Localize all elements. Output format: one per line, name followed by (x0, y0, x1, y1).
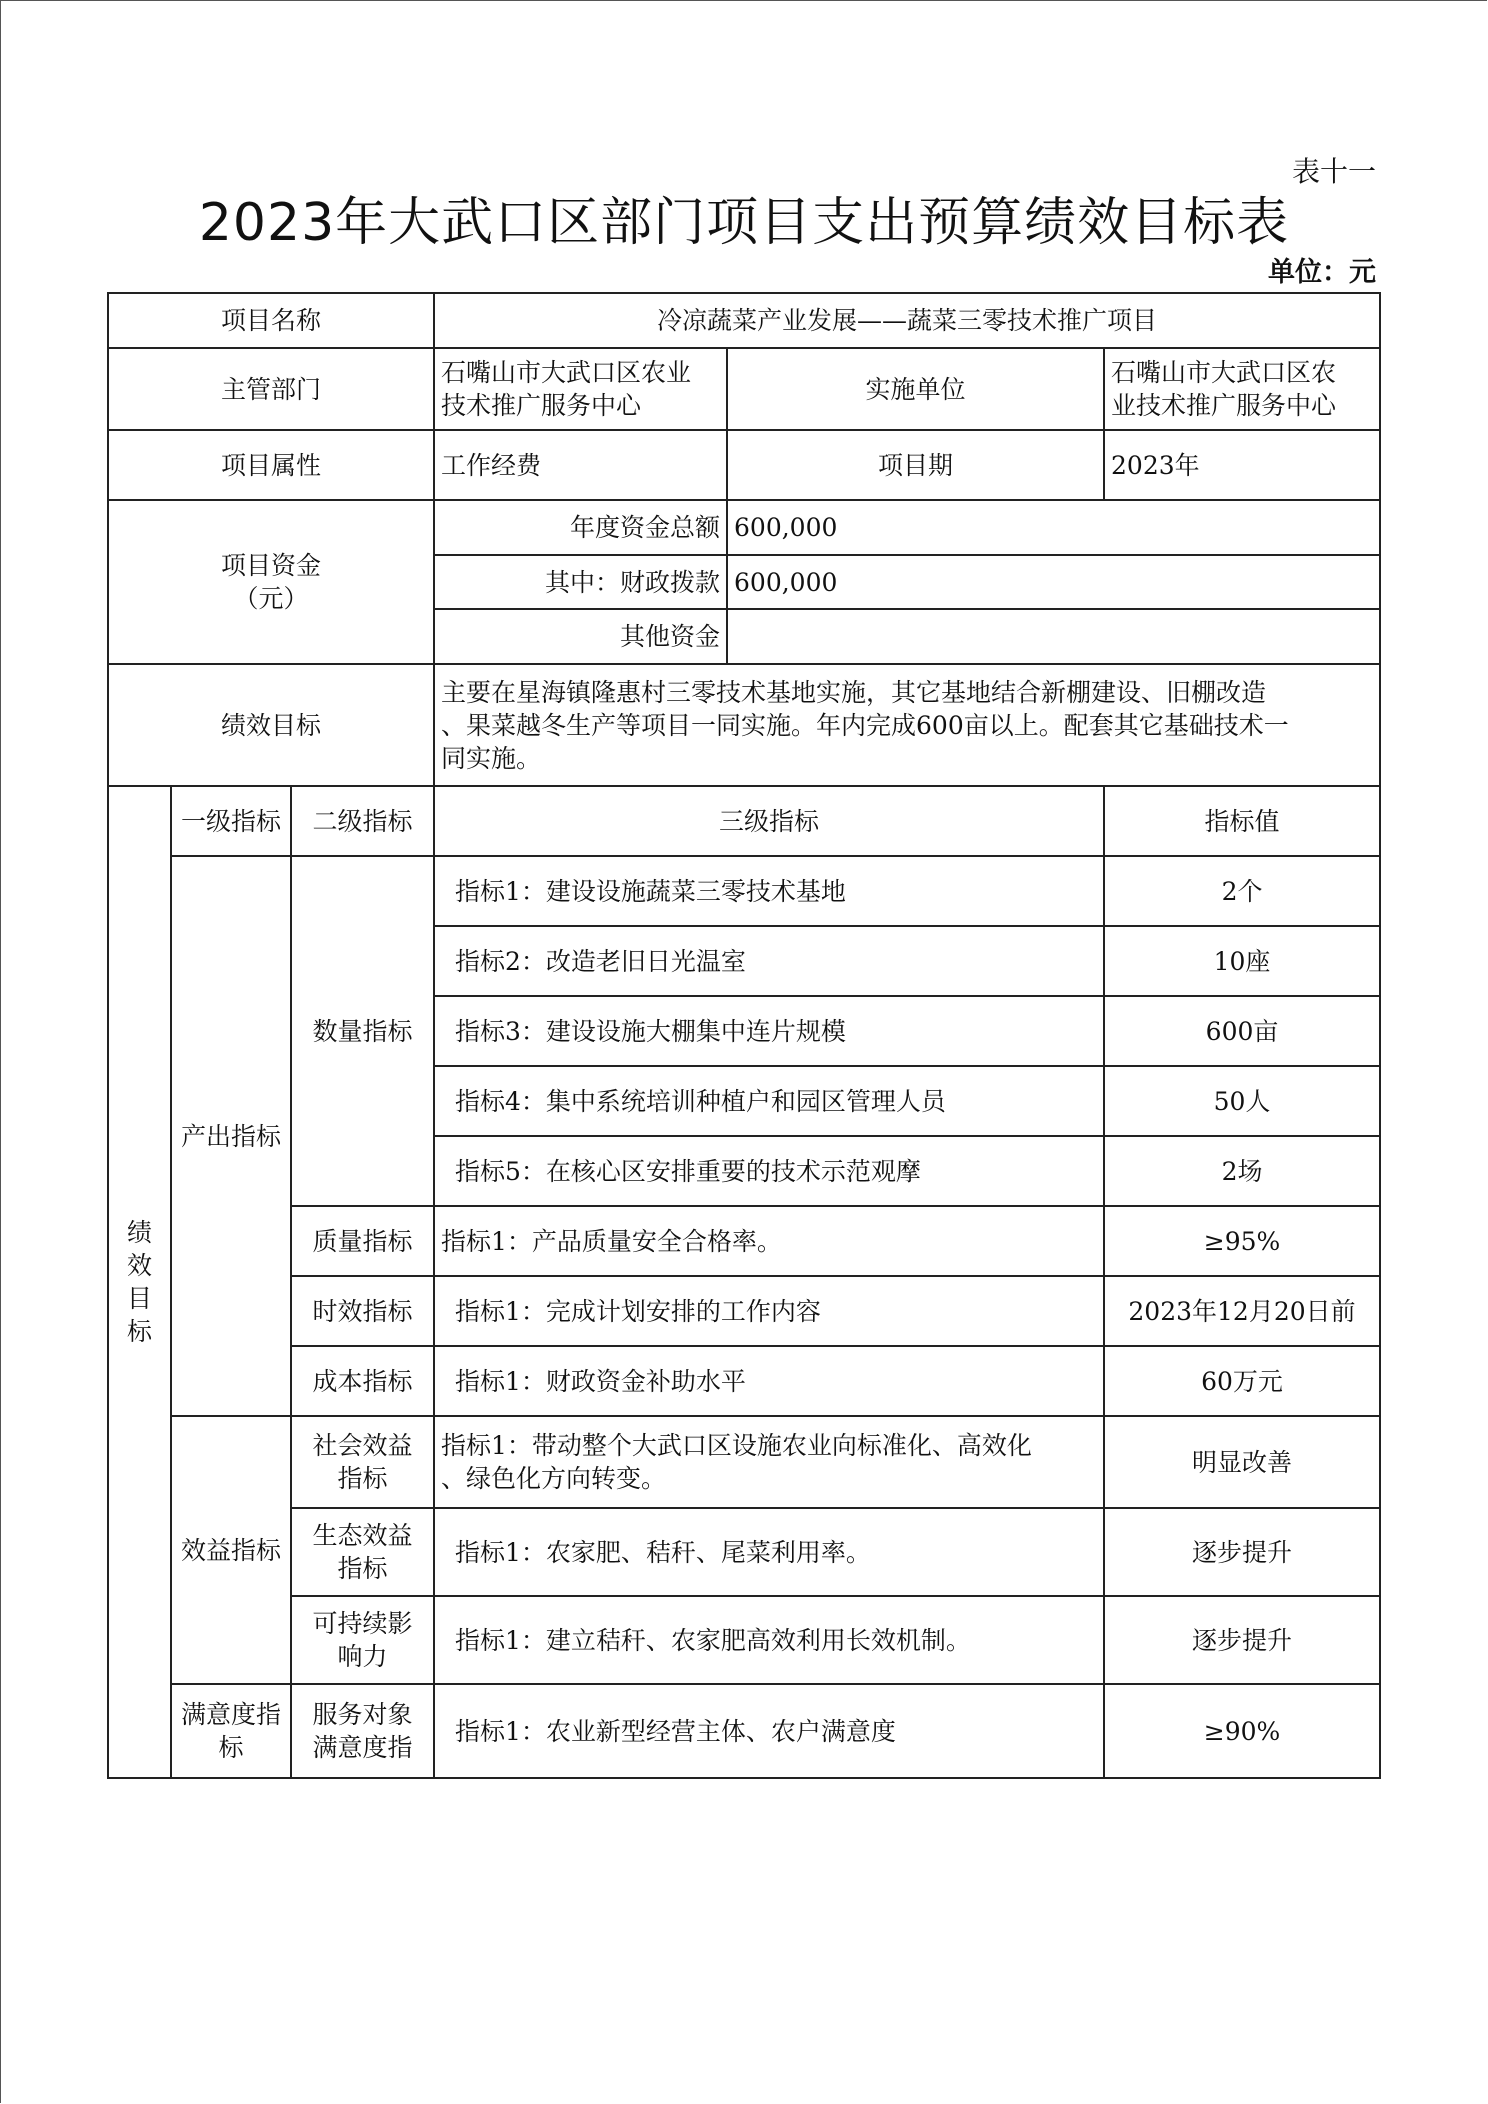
eco-label-line1: 生态效益 (312, 1521, 413, 1550)
satisfaction-l1-line1: 满意度指 (180, 1700, 281, 1729)
side-char-1: 绩 (126, 1218, 152, 1247)
quantity-indicator-label: 数量指标 (291, 856, 434, 1206)
fund-total-value: 600,000 (727, 500, 1380, 555)
dept-value-line1: 石嘴山市大武口区农业 (441, 358, 692, 387)
satisfaction-l2-line1: 服务对象 (312, 1700, 413, 1729)
period-label: 项目期 (727, 430, 1104, 500)
sustain-indicator-1: 指标1：建立秸秆、农家肥高效利用长效机制。 (434, 1596, 1104, 1684)
side-char-3: 目 (126, 1284, 152, 1313)
benefit-indicator-label: 效益指标 (171, 1416, 291, 1684)
impl-value-line2: 业技术推广服务中心 (1111, 391, 1337, 420)
goal-line2: 、果菜越冬生产等项目一同实施。年内完成600亩以上。配套其它基础技术一 (441, 710, 1289, 740)
quantity-indicator-1: 指标1：建设设施蔬菜三零技术基地 (434, 856, 1104, 926)
impl-value-line1: 石嘴山市大武口区农 (1111, 358, 1337, 387)
output-indicator-label: 产出指标 (171, 856, 291, 1416)
project-name-label: 项目名称 (108, 293, 434, 348)
unit-label: 单位：元 (1268, 257, 1376, 288)
goal-label: 绩效目标 (108, 664, 434, 786)
impl-value (1104, 348, 1380, 430)
timeliness-value-1: 2023年12月20日前 (1104, 1276, 1380, 1346)
side-char-4: 标 (126, 1317, 152, 1346)
social-indicator-1-line1: 指标1：带动整个大武口区设施农业向标准化、高效化 (441, 1431, 1032, 1460)
goal-line1: 主要在星海镇隆惠村三零技术基地实施，其它基地结合新棚建设、旧棚改造 (441, 677, 1267, 707)
table-row (108, 1346, 1380, 1416)
sustain-value-1: 逐步提升 (1104, 1596, 1380, 1684)
sustain-label-line1: 可持续影 (312, 1609, 413, 1638)
table-row (108, 1684, 1380, 1778)
period-value: 2023年 (1104, 430, 1380, 500)
quantity-indicator-3: 指标3：建设设施大棚集中连片规模 (434, 996, 1104, 1066)
cost-indicator-label: 成本指标 (291, 1346, 434, 1416)
fund-total-label: 年度资金总额 (434, 500, 727, 555)
quality-indicator-1: 指标1：产品质量安全合格率。 (434, 1206, 1104, 1276)
satisfaction-l2-label (291, 1684, 434, 1778)
eco-indicator-label (291, 1508, 434, 1596)
table-row (108, 1508, 1380, 1596)
page-title: 2023年大武口区部门项目支出预算绩效目标表 (198, 193, 1290, 253)
row-indicator-header (108, 786, 1380, 856)
social-indicator-label (291, 1416, 434, 1508)
quantity-value-3: 600亩 (1104, 996, 1380, 1066)
quality-value-1: ≥95% (1104, 1206, 1380, 1276)
social-label-line1: 社会效益 (312, 1431, 413, 1460)
quantity-indicator-5: 指标5：在核心区安排重要的技术示范观摩 (434, 1136, 1104, 1206)
quality-indicator-label: 质量指标 (291, 1206, 434, 1276)
row-goal (108, 664, 1380, 786)
table-number-label: 表十一 (1291, 155, 1376, 188)
satisfaction-l1-line2: 标 (218, 1733, 244, 1762)
impl-label: 实施单位 (727, 348, 1104, 430)
side-char-2: 效 (126, 1251, 152, 1280)
row-attribute (108, 430, 1380, 500)
row-project-name (108, 293, 1380, 348)
quantity-indicator-2: 指标2：改造老旧日光温室 (434, 926, 1104, 996)
col-level1-header: 一级指标 (171, 786, 291, 856)
quantity-value-5: 2场 (1104, 1136, 1380, 1206)
quantity-value-1: 2个 (1104, 856, 1380, 926)
table-row (108, 1206, 1380, 1276)
social-indicator-1-line2: 、绿色化方向转变。 (441, 1464, 667, 1493)
table-row (108, 1596, 1380, 1684)
social-value-1: 明显改善 (1104, 1416, 1380, 1508)
quantity-value-4: 50人 (1104, 1066, 1380, 1136)
timeliness-indicator-label: 时效指标 (291, 1276, 434, 1346)
quantity-value-2: 10座 (1104, 926, 1380, 996)
fund-other-value (727, 609, 1380, 664)
col-level2-header: 二级指标 (291, 786, 434, 856)
performance-side-label (108, 786, 171, 1778)
cost-value-1: 60万元 (1104, 1346, 1380, 1416)
fund-label-line1: 项目资金 (221, 551, 322, 580)
attr-label: 项目属性 (108, 430, 434, 500)
table-row (108, 1276, 1380, 1346)
fund-label-line2: （元） (233, 584, 309, 613)
sustain-indicator-label (291, 1596, 434, 1684)
table-row (108, 856, 1380, 926)
row-department (108, 348, 1380, 430)
row-fund-total (108, 500, 1380, 555)
social-label-line2: 指标 (337, 1464, 388, 1493)
dept-label: 主管部门 (108, 348, 434, 430)
project-name-value: 冷凉蔬菜产业发展——蔬菜三零技术推广项目 (434, 293, 1380, 348)
eco-indicator-1: 指标1：农家肥、秸秆、尾菜利用率。 (434, 1508, 1104, 1596)
goal-line3: 同实施。 (441, 743, 542, 773)
eco-value-1: 逐步提升 (1104, 1508, 1380, 1596)
satisfaction-indicator-1: 指标1：农业新型经营主体、农户满意度 (434, 1684, 1104, 1778)
col-level3-header: 三级指标 (434, 786, 1104, 856)
col-value-header: 指标值 (1104, 786, 1380, 856)
attr-value: 工作经费 (434, 430, 727, 500)
satisfaction-l1-label (171, 1684, 291, 1778)
satisfaction-value-1: ≥90% (1104, 1684, 1380, 1778)
social-indicator-1 (434, 1416, 1104, 1508)
quantity-indicator-4: 指标4：集中系统培训种植户和园区管理人员 (434, 1066, 1104, 1136)
dept-value (434, 348, 727, 430)
goal-value (434, 664, 1380, 786)
fund-fiscal-value: 600,000 (727, 555, 1380, 609)
table-row (108, 1416, 1380, 1508)
timeliness-indicator-1: 指标1：完成计划安排的工作内容 (434, 1276, 1104, 1346)
satisfaction-l2-line2: 满意度指 (312, 1733, 413, 1762)
eco-label-line2: 指标 (337, 1554, 388, 1583)
fund-fiscal-label: 其中：财政拨款 (434, 555, 727, 609)
fund-label (108, 500, 434, 664)
dept-value-line2: 技术推广服务中心 (441, 391, 642, 420)
fund-other-label: 其他资金 (434, 609, 727, 664)
performance-table (107, 292, 1381, 1779)
cost-indicator-1: 指标1：财政资金补助水平 (434, 1346, 1104, 1416)
sustain-label-line2: 响力 (337, 1642, 388, 1671)
